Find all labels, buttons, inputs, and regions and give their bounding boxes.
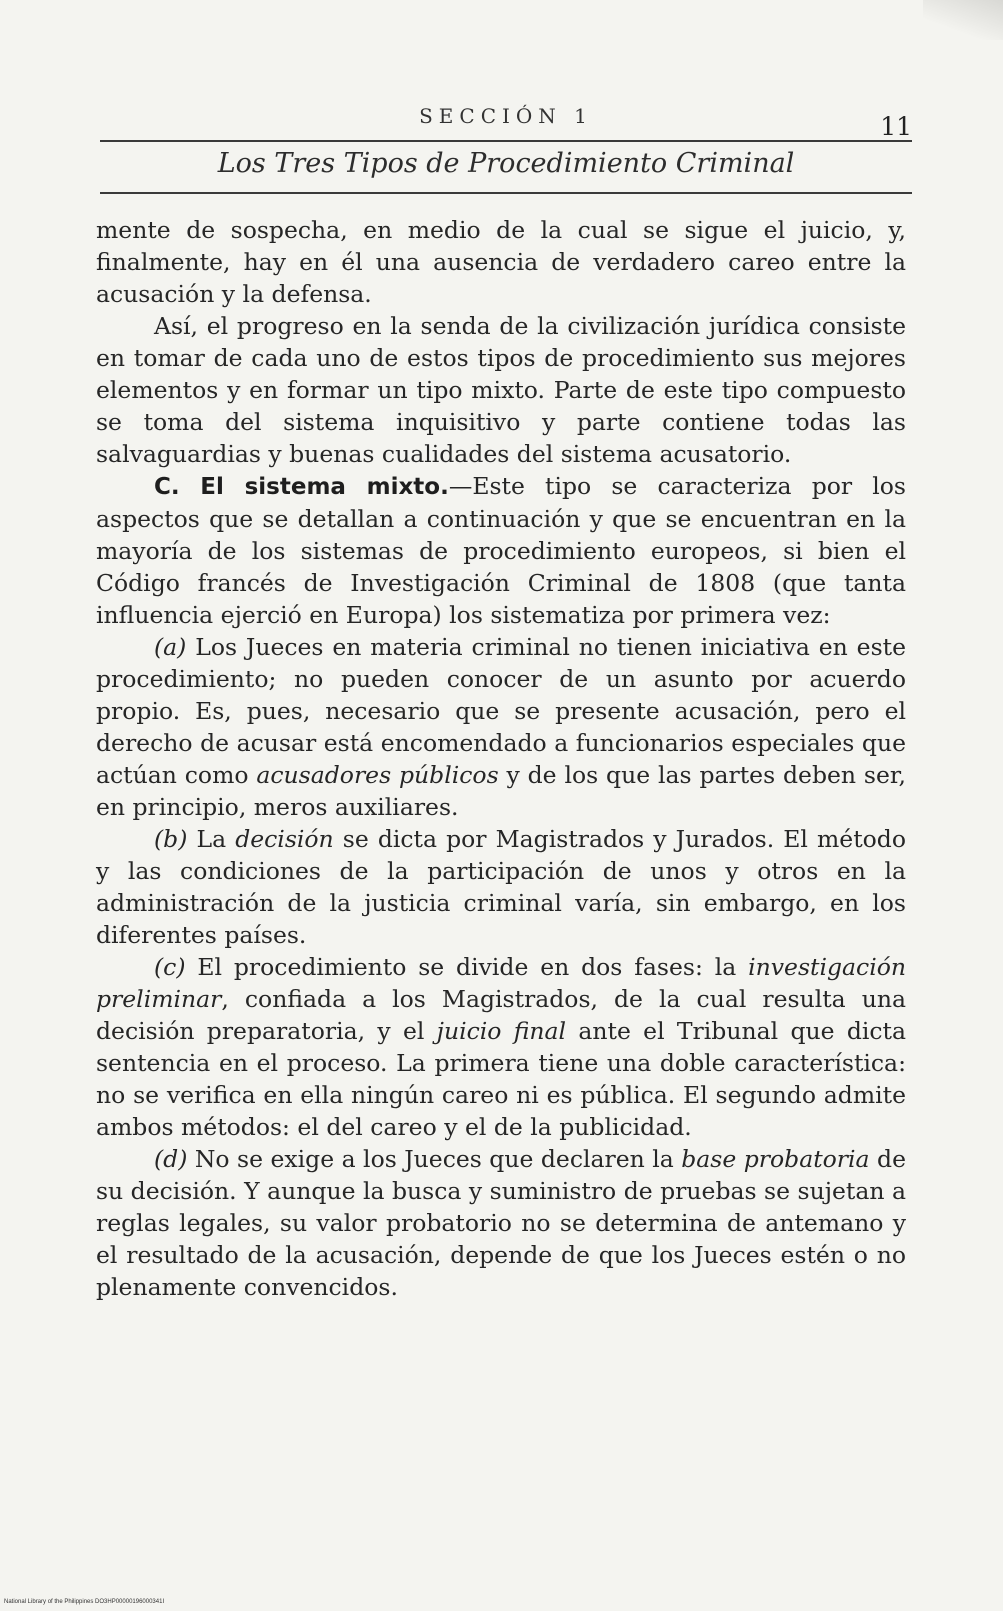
item-a-text-2: y de los que las partes deben ser, en principio, meros auxiliares. [96, 761, 906, 821]
page-number: 11 [880, 112, 912, 141]
body-text [96, 214, 906, 1303]
paragraph-item-b [96, 823, 906, 951]
item-label-a: (a) [154, 633, 187, 661]
item-d-text-1: No se exige a los Jueces que declaren la [187, 1145, 682, 1173]
paragraph-item-a [96, 631, 906, 823]
item-a-text-1: Los Jueces en materia criminal no tienen iniciativa en este procedimiento; no pueden conocer de un asunto por acuerdo propio. Es, pues, necesario que se presente acusación, pero el derecho de acusar está encomendado a funcionarios especiales que actúan como [96, 633, 906, 789]
item-c-text-3: ante el Tribunal que dicta sentencia en el proceso. La primera tiene una doble característica: no se verifica en ella ningún careo ni es pública. El segundo admite ambos métodos: el del careo y el de la publicidad. [96, 1017, 906, 1141]
running-head [100, 100, 912, 140]
item-label-c: (c) [154, 953, 186, 981]
item-c-italic-1: investigación preliminar [96, 953, 906, 1013]
header-rule-bottom [100, 192, 912, 194]
item-b-italic: decisión [235, 825, 334, 853]
paragraph-text: —Este tipo se caracteriza por los aspectos que se detallan a continuación y que se encuentran en la mayoría de los sistemas de procedimiento europeos, si bien el Código francés de Investigación Criminal de 1808 (que tanta influencia ejerció en Europa) los sistematiza por primera vez: [96, 472, 906, 629]
paragraph-progreso: Así, el progreso en la senda de la civilización jurídica consiste en tomar de cada uno de estos tipos de procedimiento sus mejores elementos y en formar un tipo mixto. Parte de este tipo compuesto se toma del sistema inquisitivo y parte contiene todas las salvaguardias y buenas cualidades del sistema acusatorio. [96, 312, 906, 468]
item-d-text-2: de su decisión. Y aunque la busca y suministro de pruebas se sujetan a reglas legales, su valor probatorio no se determina de antemano y el resultado de la acusación, depende de que los Jueces estén o no plenamente convencidos. [96, 1145, 906, 1301]
section-heading-c: C. El sistema mixto. [154, 474, 449, 500]
item-b-text-2: se dicta por Magistrados y Jurados. El método y las condiciones de la participación de unos y otros en la administración de la justicia criminal varía, sin embargo, en los diferentes países. [96, 825, 906, 949]
item-d-italic: base probatoria [681, 1145, 870, 1173]
paragraph-item-d [96, 1143, 906, 1303]
item-b-text-1: La [187, 825, 236, 853]
paragraph-sistema-mixto [96, 470, 906, 631]
section-label: SECCIÓN 1 [419, 104, 593, 128]
paragraph-continuation: mente de sospecha, en medio de la cual se sigue el juicio, y, finalmente, hay en él una ausencia de verdadero careo entre la acusación y la defensa. [96, 216, 906, 308]
scan-credit: National Library of the Philippines DO3HP00000196000341I [4, 1599, 165, 1605]
scan-shadow [923, 0, 1003, 40]
paragraph-item-c [96, 951, 906, 1143]
header-rule-top [100, 140, 912, 142]
chapter-title: Los Tres Tipos de Procedimiento Criminal [217, 148, 795, 179]
item-c-text-1: El procedimiento se divide en dos fases: la [185, 953, 749, 981]
item-c-text-2: , confiada a los Magistrados, de la cual resulta una decisión preparatoria, y el [96, 985, 906, 1045]
item-c-italic-2: juicio final [436, 1017, 567, 1045]
item-label-b: (b) [154, 825, 188, 853]
item-label-d: (d) [154, 1145, 188, 1173]
item-a-italic: acusadores públicos [256, 761, 499, 789]
